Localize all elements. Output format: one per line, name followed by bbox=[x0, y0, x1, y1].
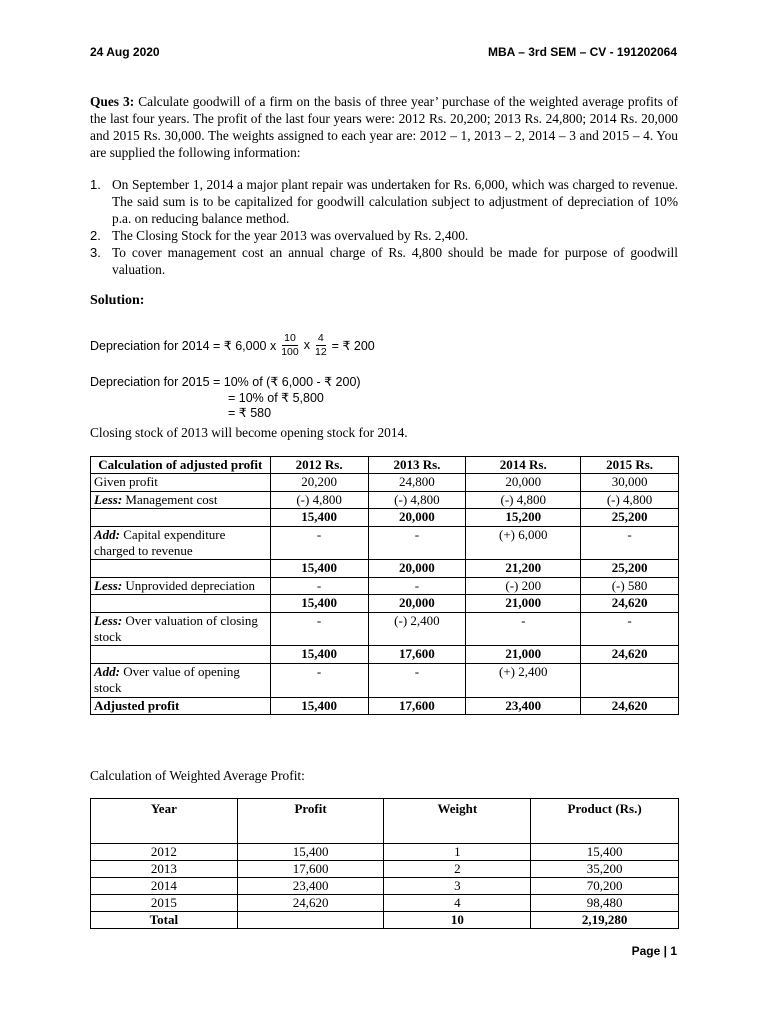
total-row bbox=[91, 912, 679, 929]
table-cell: 35,200 bbox=[531, 861, 679, 878]
table-cell: 2 bbox=[384, 861, 531, 878]
table-cell: - bbox=[270, 577, 368, 594]
table-cell: - bbox=[368, 526, 466, 560]
table-cell: 2,19,280 bbox=[531, 912, 679, 929]
list-item bbox=[90, 227, 678, 244]
weighted-average-title: Calculation of Weighted Average Profit: bbox=[90, 768, 305, 783]
table-cell: (-) 2,400 bbox=[368, 612, 466, 646]
closing-stock-note: Closing stock of 2013 will become opening stock for 2014. bbox=[90, 425, 408, 440]
table-cell: 24,620 bbox=[581, 595, 679, 612]
row-label bbox=[91, 509, 271, 526]
table-cell: 2015 bbox=[91, 895, 238, 912]
depreciation-2014-formula bbox=[90, 328, 375, 362]
row-label: Less: Management cost bbox=[91, 491, 271, 508]
table-header: Weight bbox=[384, 799, 531, 844]
table-cell: - bbox=[466, 612, 581, 646]
table-cell: (+) 2,400 bbox=[466, 663, 581, 697]
table-cell: (+) 6,000 bbox=[466, 526, 581, 560]
adjusted-profit-row bbox=[91, 697, 679, 714]
table-cell: 24,800 bbox=[368, 474, 466, 491]
list-item-text: To cover management cost an annual charge of Rs. 4,800 should be made for purpose of goodwill valuation. bbox=[112, 245, 678, 277]
table-cell: 30,000 bbox=[581, 474, 679, 491]
table-cell: 20,200 bbox=[270, 474, 368, 491]
table-row bbox=[91, 491, 679, 508]
table-cell: - bbox=[581, 526, 679, 560]
table-cell: 23,400 bbox=[237, 878, 384, 895]
given-information-list bbox=[90, 176, 678, 278]
table-row bbox=[91, 526, 679, 560]
list-item bbox=[90, 176, 678, 227]
weighted-average-table bbox=[90, 798, 679, 929]
table-cell: 15,400 bbox=[270, 697, 368, 714]
table-row bbox=[91, 895, 679, 912]
table-header: 2012 Rs. bbox=[270, 457, 368, 474]
table-cell bbox=[237, 912, 384, 929]
table-row bbox=[91, 844, 679, 861]
table-cell: 20,000 bbox=[466, 474, 581, 491]
table-cell: 3 bbox=[384, 878, 531, 895]
fraction-denominator: 100 bbox=[281, 345, 299, 358]
subtotal-row bbox=[91, 646, 679, 663]
table-cell: 15,400 bbox=[237, 844, 384, 861]
table-cell: (-) 4,800 bbox=[368, 491, 466, 508]
header-date: 24 Aug 2020 bbox=[90, 45, 160, 59]
subtotal-row bbox=[91, 560, 679, 577]
table-cell: 15,200 bbox=[466, 509, 581, 526]
table-cell: 24,620 bbox=[581, 646, 679, 663]
dep2014-result: = ₹ 200 bbox=[331, 338, 375, 353]
table-cell: 21,200 bbox=[466, 560, 581, 577]
list-item-text: On September 1, 2014 a major plant repair was undertaken for Rs. 6,000, which was charged to revenue. The said sum is to be capitalized for goodwill calculation subject to adjustment of depreciation of 10% p.a. on reducing balance method. bbox=[112, 177, 678, 226]
table-header: 2014 Rs. bbox=[466, 457, 581, 474]
table-row bbox=[91, 577, 679, 594]
row-label: Given profit bbox=[91, 474, 271, 491]
table-cell: 15,400 bbox=[270, 646, 368, 663]
table-cell: Total bbox=[91, 912, 238, 929]
table-cell: 17,600 bbox=[368, 697, 466, 714]
table-cell: - bbox=[270, 663, 368, 697]
fraction-4-over-12 bbox=[313, 332, 329, 359]
table-cell: 70,200 bbox=[531, 878, 679, 895]
table-header: Year bbox=[91, 799, 238, 844]
table-cell: 25,200 bbox=[581, 509, 679, 526]
table-header-row bbox=[91, 799, 679, 844]
table-row bbox=[91, 474, 679, 491]
table-header: Product (Rs.) bbox=[531, 799, 679, 844]
table-cell: (-) 4,800 bbox=[581, 491, 679, 508]
dep2015-line: = ₹ 580 bbox=[228, 406, 272, 420]
list-item-number: 2. bbox=[90, 228, 101, 243]
table-cell bbox=[581, 663, 679, 697]
list-item-number: 1. bbox=[90, 177, 101, 192]
list-item-text: The Closing Stock for the year 2013 was overvalued by Rs. 2,400. bbox=[112, 228, 469, 243]
table-header: 2015 Rs. bbox=[581, 457, 679, 474]
table-cell: 21,000 bbox=[466, 646, 581, 663]
question-label: Ques 3: bbox=[90, 94, 135, 109]
table-cell: - bbox=[368, 577, 466, 594]
solution-heading: Solution: bbox=[90, 293, 145, 308]
table-cell: 10 bbox=[384, 912, 531, 929]
dep2015-line: = 10% of ₹ 5,800 bbox=[228, 390, 324, 405]
table-cell: - bbox=[270, 526, 368, 560]
question-text bbox=[90, 93, 678, 161]
table-cell: 1 bbox=[384, 844, 531, 861]
table-cell: 17,600 bbox=[368, 646, 466, 663]
table-cell: - bbox=[581, 612, 679, 646]
row-label bbox=[91, 560, 271, 577]
row-label: Add: Over value of opening stock bbox=[91, 663, 271, 697]
dep2014-prefix: Depreciation for 2014 = ₹ 6,000 x bbox=[90, 338, 277, 353]
table-row bbox=[91, 861, 679, 878]
table-cell: - bbox=[270, 612, 368, 646]
subtotal-row bbox=[91, 509, 679, 526]
table-cell: 25,200 bbox=[581, 560, 679, 577]
depreciation-2015-formula bbox=[90, 375, 361, 422]
table-row bbox=[91, 878, 679, 895]
fraction-numerator: 4 bbox=[317, 331, 324, 344]
table-cell: - bbox=[368, 663, 466, 697]
header-course-code: MBA – 3rd SEM – CV - 191202064 bbox=[488, 45, 677, 59]
subtotal-row bbox=[91, 595, 679, 612]
table-cell: (-) 4,800 bbox=[466, 491, 581, 508]
table-cell: 20,000 bbox=[368, 595, 466, 612]
table-cell: 2013 bbox=[91, 861, 238, 878]
row-label: Adjusted profit bbox=[91, 697, 271, 714]
table-cell: 15,400 bbox=[270, 509, 368, 526]
row-label bbox=[91, 646, 271, 663]
table-row bbox=[91, 663, 679, 697]
table-cell: (-) 200 bbox=[466, 577, 581, 594]
table-cell: 20,000 bbox=[368, 509, 466, 526]
fraction-numerator: 10 bbox=[284, 331, 296, 344]
table-cell: (-) 580 bbox=[581, 577, 679, 594]
table-cell: 98,480 bbox=[531, 895, 679, 912]
row-label: Less: Over valuation of closing stock bbox=[91, 612, 271, 646]
adjusted-profit-table bbox=[90, 456, 679, 715]
table-cell: 2012 bbox=[91, 844, 238, 861]
table-cell: 20,000 bbox=[368, 560, 466, 577]
row-label: Less: Unprovided depreciation bbox=[91, 577, 271, 594]
table-cell: 15,400 bbox=[531, 844, 679, 861]
page-number: Page | 1 bbox=[631, 944, 677, 958]
table-cell: 2014 bbox=[91, 878, 238, 895]
table-cell: (-) 4,800 bbox=[270, 491, 368, 508]
table-header: Profit bbox=[237, 799, 384, 844]
question-body: Calculate goodwill of a firm on the basis of three year’ purchase of the weighted average profits of the last four years. The profit of the last four years were: 2012 Rs. 20,200; 2013 Rs. 24,800; 2014 Rs. 20,000 and 2015 Rs. 30,000. The weights assigned to each year are: 2012 – 1, 2013 – 2, 2014 – 3 and 2015 – 4. You are supplied the following information: bbox=[90, 94, 678, 160]
list-item bbox=[90, 244, 678, 278]
table-header: Calculation of adjusted profit bbox=[91, 457, 271, 474]
table-row bbox=[91, 612, 679, 646]
table-cell: 15,400 bbox=[270, 595, 368, 612]
table-header-row bbox=[91, 457, 679, 474]
multiply-sign: x bbox=[303, 338, 310, 352]
table-cell: 23,400 bbox=[466, 697, 581, 714]
list-item-number: 3. bbox=[90, 245, 101, 260]
table-header: 2013 Rs. bbox=[368, 457, 466, 474]
table-cell: 4 bbox=[384, 895, 531, 912]
row-label: Add: Capital expenditure charged to revenue bbox=[91, 526, 271, 560]
table-cell: 17,600 bbox=[237, 861, 384, 878]
table-cell: 24,620 bbox=[237, 895, 384, 912]
fraction-denominator: 12 bbox=[314, 345, 327, 358]
row-label bbox=[91, 595, 271, 612]
dep2015-line: Depreciation for 2015 = 10% of (₹ 6,000 - ₹ 200) bbox=[90, 375, 361, 389]
table-cell: 24,620 bbox=[581, 697, 679, 714]
table-cell: 15,400 bbox=[270, 560, 368, 577]
fraction-10-over-100 bbox=[279, 332, 301, 359]
table-cell: 21,000 bbox=[466, 595, 581, 612]
